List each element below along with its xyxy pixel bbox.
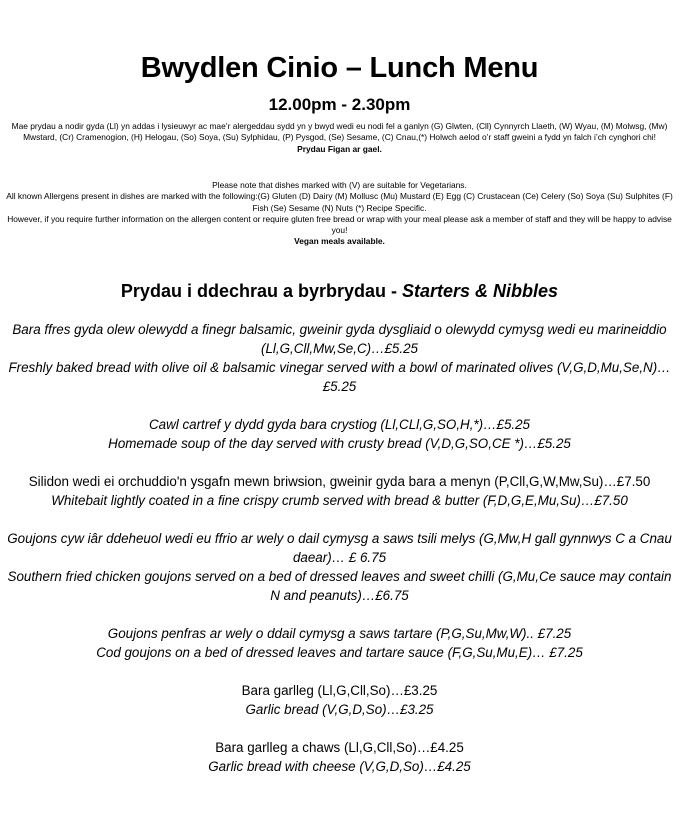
menu-item-welsh: Silidon wedi ei orchuddio'n ysgafn mewn briwsion, gweinir gyda bara a menyn (P,Cll,G,W,Mw,Su)…£7.50	[28, 474, 651, 489]
menu-item-english: Homemade soup of the day served with crusty bread (V,D,G,SO,CE *)…£5.25	[108, 436, 571, 451]
menu-item-english: Cod goujons on a bed of dressed leaves and tartare sauce (F,G,Su,Mu,E)… £7.25	[96, 645, 583, 660]
menu-item-chicken-goujons	[6, 529, 673, 605]
menu-item-welsh: Goujons penfras ar wely o ddail cymysg a saws tartare (P,G,Su,Mw,W).. £7.25	[107, 626, 572, 641]
menu-item-english: Freshly baked bread with olive oil & balsamic vinegar served with a bowl of marinated olives (V,G,D,Mu,Se,N)…£5.25	[8, 360, 671, 394]
section-heading-starters	[0, 279, 679, 303]
english-allergen-text: All known Allergens present in dishes are marked with the following:(G) Gluten (D) Dairy (M) Mollusc (Mu) Mustard (E) Egg (C) Crustacean (Ce) Celery (So) Soya (Su) Sulphites (F) Fish (Se) Sesame (N) Nuts (*) Recipe Specific.	[6, 191, 673, 213]
menu-item-soup	[6, 415, 673, 453]
menu-item-welsh: Goujons cyw iâr ddeheuol wedi eu ffrio ar wely o dail cymysg a saws tsili melys (G,Mw,H gall gynnwys C a Cnau daear)… £ 6.75	[7, 531, 672, 565]
gluten-free-note: However, if you require further information on the allergen content or require gluten free bread or wrap with your meal please ask a member of staff and they will be happy to advise you!	[7, 213, 672, 236]
menu-item-welsh: Bara garlleg (Ll,G,Cll,So)…£3.25	[241, 683, 438, 698]
welsh-allergen-text: Mae prydau a nodir gyda (Ll) yn addas i lysieuwyr ac mae’r alergeddau sydd yn y bwyd wedi eu nodi fel a ganlyn (G) Glwten, (Cll) Cynnyrch Llaeth, (W) Wyau, (M) Molwsg, (Mw) Mwstard, (Cr) Cramenogion, (H) Helogau, (So) Soya, (Su) Sylphidau, (P) Pysgod, (Se) Sesame, (C) Cnau,(*) Holwch aelod o’r staff gweini a fydd yn falch i’ch cynghori chi!	[11, 121, 668, 143]
english-vegan-note: Vegan meals available.	[294, 236, 385, 247]
vegetarian-note: Please note that dishes marked with (V) are suitable for Vegetarians.	[212, 180, 467, 190]
menu-item-welsh: Bara ffres gyda olew olewydd a finegr balsamic, gweinir gyda dysgliaid o olewydd cymysg wedi eu marineiddio (Ll,G,Cll,Mw,Se,C)…£5.25	[12, 322, 667, 356]
menu-item-english: Garlic bread with cheese (V,G,D,So)…£4.25	[208, 759, 471, 774]
menu-item-english: Garlic bread (V,G,D,So)…£3.25	[245, 702, 434, 717]
menu-item-english: Whitebait lightly coated in a fine crispy crumb served with bread & butter (F,D,G,E,Mu,Su)…£7.50	[51, 493, 628, 508]
menu-item-welsh: Bara garlleg a chaws (Ll,G,Cll,So)…£4.25	[215, 740, 464, 755]
opening-hours: 12.00pm - 2.30pm	[268, 95, 411, 114]
page-title: Bwydlen Cinio – Lunch Menu	[140, 52, 539, 84]
starters-list	[6, 320, 673, 795]
menu-item-cod-goujons	[6, 624, 673, 662]
section-heading-welsh: Prydau i ddechrau a byrbrydau -	[120, 281, 402, 301]
menu-item-bread-olives	[6, 320, 673, 396]
menu-item-whitebait	[6, 472, 673, 510]
menu-item-garlic-bread-cheese	[6, 738, 673, 776]
menu-item-english: Southern fried chicken goujons served on a bed of dressed leaves and sweet chilli (G,Mu,Ce sauce may contain N and peanuts)…£6.75	[7, 569, 672, 603]
section-heading-english: Starters & Nibbles	[402, 281, 559, 301]
welsh-allergen-notes	[6, 121, 673, 155]
welsh-vegan-note: Prydau Figan ar gael.	[297, 143, 382, 154]
menu-item-welsh: Cawl cartref y dydd gyda bara crystiog (Ll,CLl,G,SO,H,*)…£5.25	[148, 417, 531, 432]
english-allergen-notes	[6, 180, 673, 248]
menu-item-garlic-bread	[6, 681, 673, 719]
